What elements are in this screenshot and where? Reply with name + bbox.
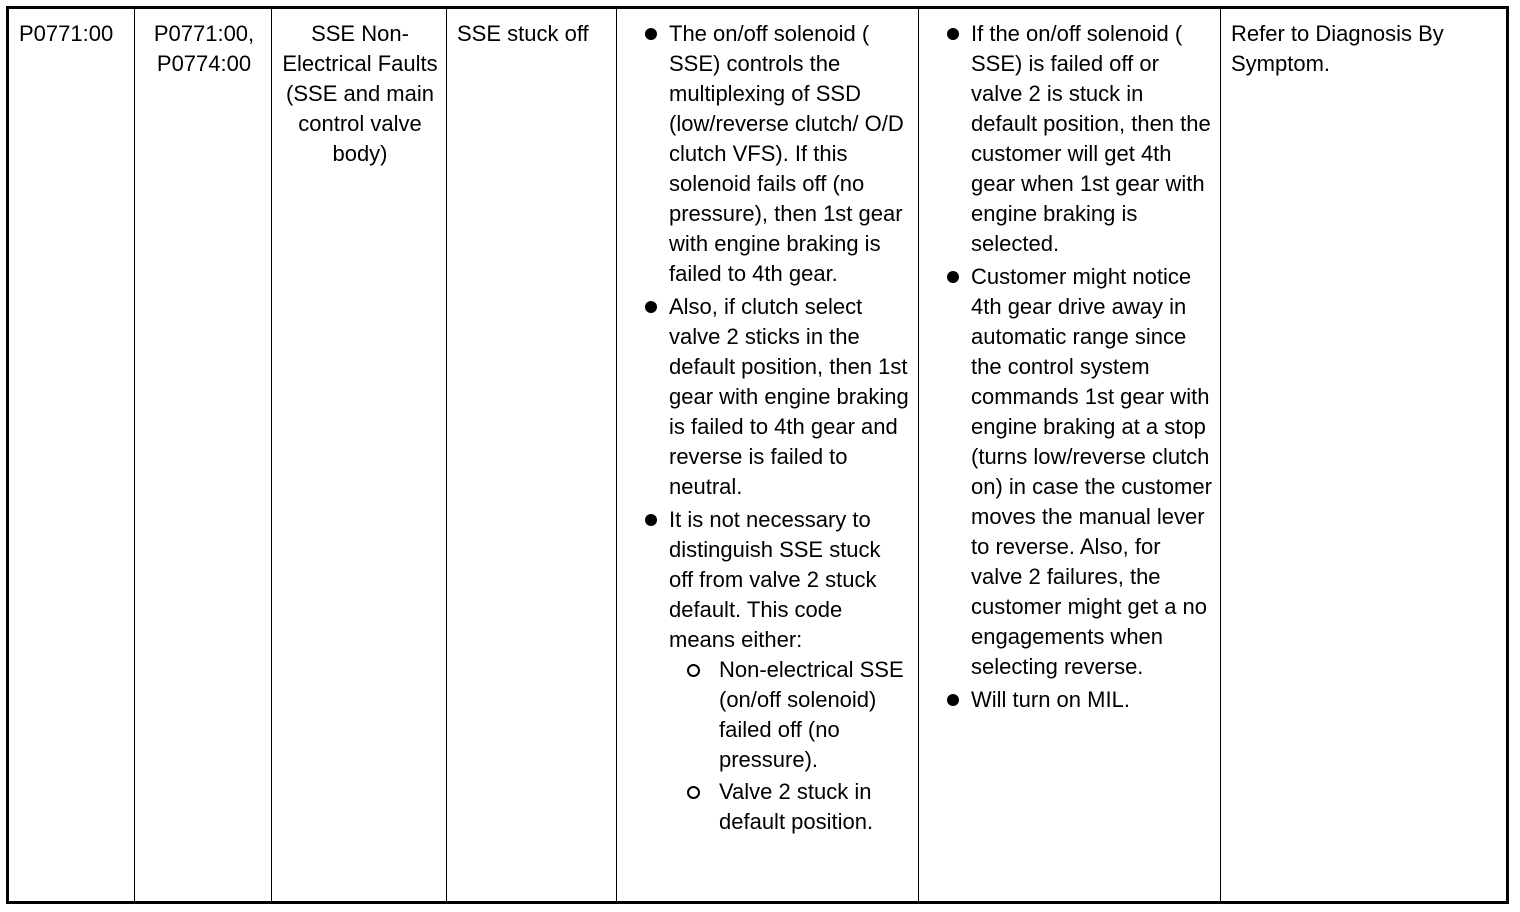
fault-category-cell <box>272 8 447 903</box>
symptom-bullet: Will turn on MIL. <box>933 685 1212 715</box>
description-cell <box>617 8 919 903</box>
description-sub-bullet: Valve 2 stuck in default position. <box>669 777 910 837</box>
dtc-table <box>6 6 1509 904</box>
action-cell <box>1221 8 1508 903</box>
description-list <box>631 19 910 837</box>
description-bullet: It is not necessary to distinguish SSE stuck off from valve 2 stuck default. This code means either: Non-electrical SSE (on/off solenoid) failed off (no pressure). Valve 2 stuck in default position. <box>631 505 910 837</box>
description-bullet: Also, if clutch select valve 2 sticks in the default position, then 1st gear with engine braking is failed to 4th gear and reverse is failed to neutral. <box>631 292 910 502</box>
fault-mode-cell <box>447 8 617 903</box>
fault-mode: SSE stuck off <box>457 21 589 46</box>
description-sub-list <box>669 655 910 837</box>
table-row <box>8 8 1508 903</box>
symptoms-list <box>933 19 1212 715</box>
symptom-bullet: Customer might notice 4th gear drive away in automatic range since the control system commands 1st gear with engine braking at a stop (turns low/reverse clutch on) in case the customer moves the manual lever to reverse. Also, for valve 2 failures, the customer might get a no engagements when selecting reverse. <box>933 262 1212 682</box>
symptom-bullet: If the on/off solenoid ( SSE) is failed off or valve 2 is stuck in default position, then the customer will get 4th gear when 1st gear with engine braking is selected. <box>933 19 1212 259</box>
action-text: Refer to Diagnosis By Symptom. <box>1231 21 1444 76</box>
dtc-code: P0771:00 <box>19 21 114 46</box>
related-codes-cell <box>135 8 272 903</box>
related-codes: P0771:00, P0774:00 <box>153 21 255 76</box>
description-sub-bullet: Non-electrical SSE (on/off solenoid) failed off (no pressure). <box>669 655 910 775</box>
fault-category: SSE Non-Electrical Faults (SSE and main control valve body) <box>282 21 438 166</box>
description-bullet: The on/off solenoid ( SSE) controls the multiplexing of SSD (low/reverse clutch/ O/D clutch VFS). If this solenoid fails off (no pressure), then 1st gear with engine braking is failed to 4th gear. <box>631 19 910 289</box>
dtc-code-cell <box>8 8 135 903</box>
symptoms-cell <box>919 8 1221 903</box>
